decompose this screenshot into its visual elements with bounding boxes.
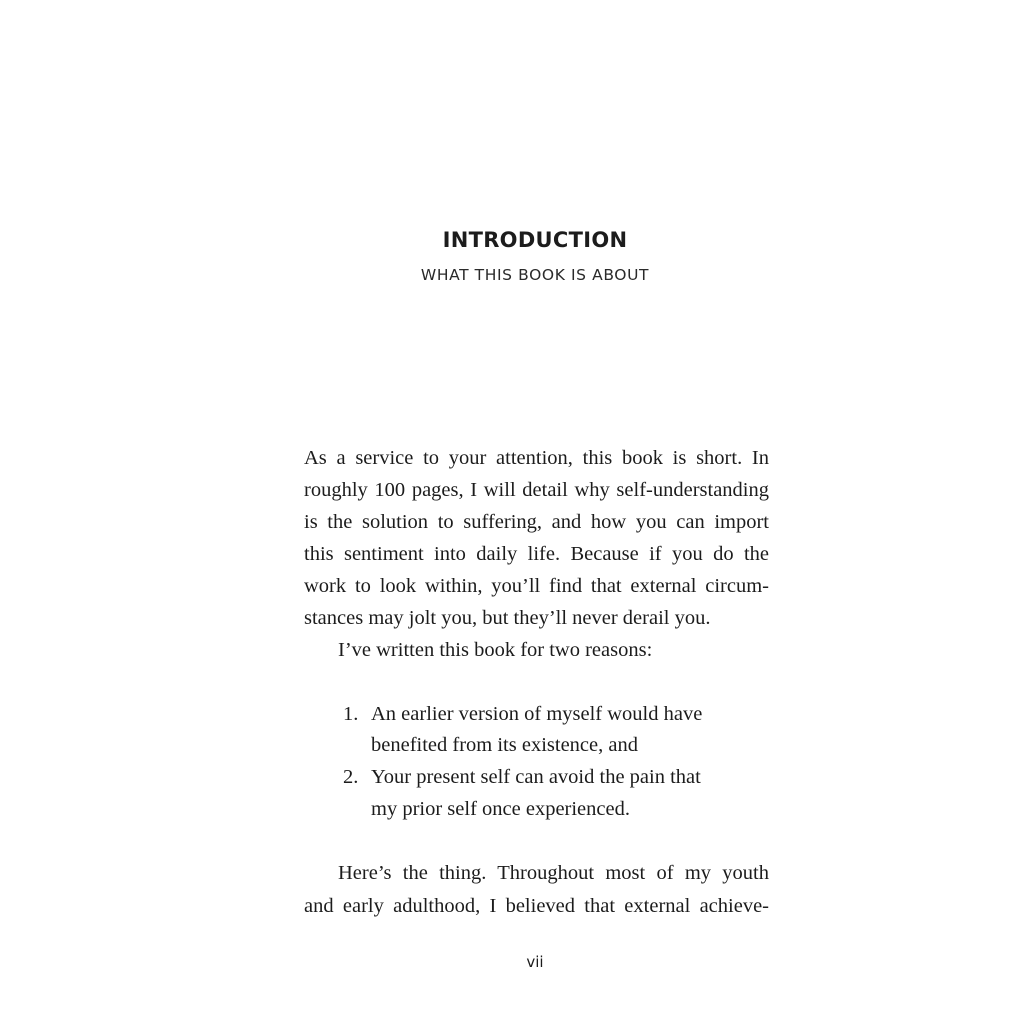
text-line: this sentiment into daily life. Because if you do the — [304, 543, 769, 565]
chapter-subtitle: WHAT THIS BOOK IS ABOUT — [420, 266, 650, 284]
text-line: As a service to your attention, this book is short. In — [304, 447, 769, 469]
list-number: 2. — [343, 766, 359, 788]
paragraph-2: I’ve written this book for two reasons: — [338, 639, 653, 661]
chapter-title: INTRODUCTION — [442, 228, 628, 252]
text-line: is the solution to suffering, and how you can import — [304, 511, 769, 533]
text-line: Here’s the thing. Throughout most of my youth — [338, 862, 769, 884]
list-item-line: my prior self once experienced. — [371, 798, 630, 820]
list-item-line: An earlier version of myself would have — [371, 703, 703, 725]
text-line: and early adulthood, I believed that external achieve- — [304, 895, 769, 917]
page-number: vii — [526, 953, 544, 971]
text-line: stances may jolt you, but they’ll never derail you. — [304, 607, 711, 629]
text-line: work to look within, you’ll find that external circum- — [304, 575, 769, 597]
list-item-line: Your present self can avoid the pain that — [371, 766, 701, 788]
list-number: 1. — [343, 703, 359, 725]
list-item-line: benefited from its existence, and — [371, 734, 638, 756]
text-line: roughly 100 pages, I will detail why self-understanding — [304, 479, 769, 501]
